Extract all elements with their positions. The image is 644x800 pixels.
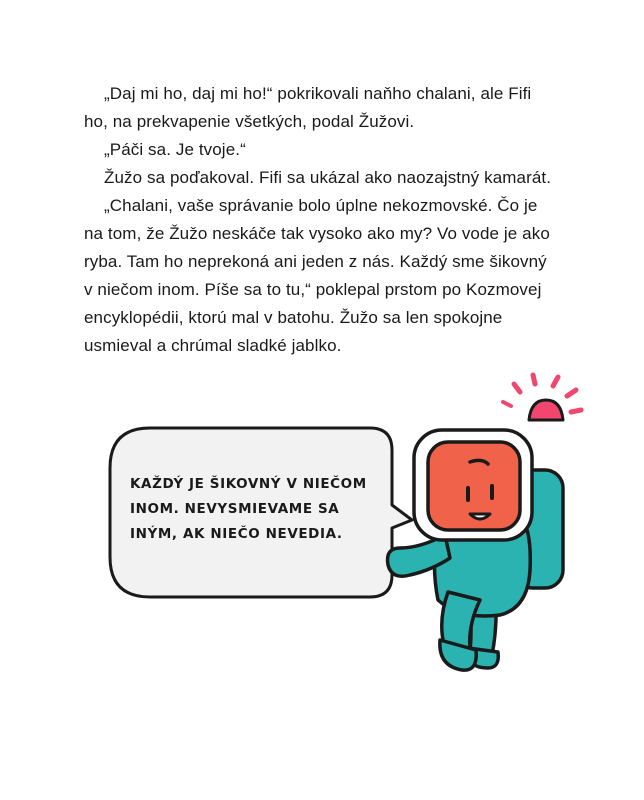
siren-icon (503, 375, 581, 420)
story-text (84, 80, 554, 360)
story-paragraph-4: „Chalani, vaše správanie bolo úplne nekozmovské. Čo je na tom, že Žužo neskáče tak vysoko ako my? Vo vode je ako ryba. Tam ho neprekoná ani jeden z nás. Každý sme šikovný v niečom inom. Píše sa to tu,“ poklepal prstom po Kozmovej encyklopédii, ktorú mal v batohu. Žužo sa len spokojne usmieval a chrúmal sladké jablko. (84, 196, 550, 355)
speech-bubble-text: KAŽDÝ JE ŠIKOVNÝ V NIEČOM INOM. NEVYSMIEVAME SA INÝM, AK NIEČO NEVEDIA. (130, 476, 367, 542)
story-paragraph-3: Žužo sa poďakoval. Fifi sa ukázal ako naozajstný kamarát. (104, 168, 552, 187)
astronaut-character (388, 430, 564, 670)
story-paragraph-2: „Páči sa. Je tvoje.“ (104, 140, 246, 159)
story-paragraph-1: „Daj mi ho, daj mi ho!“ pokrikovali naňho chalani, ale Fifi ho, na prekvapenie všetkých, podal Žužovi. (84, 84, 532, 131)
